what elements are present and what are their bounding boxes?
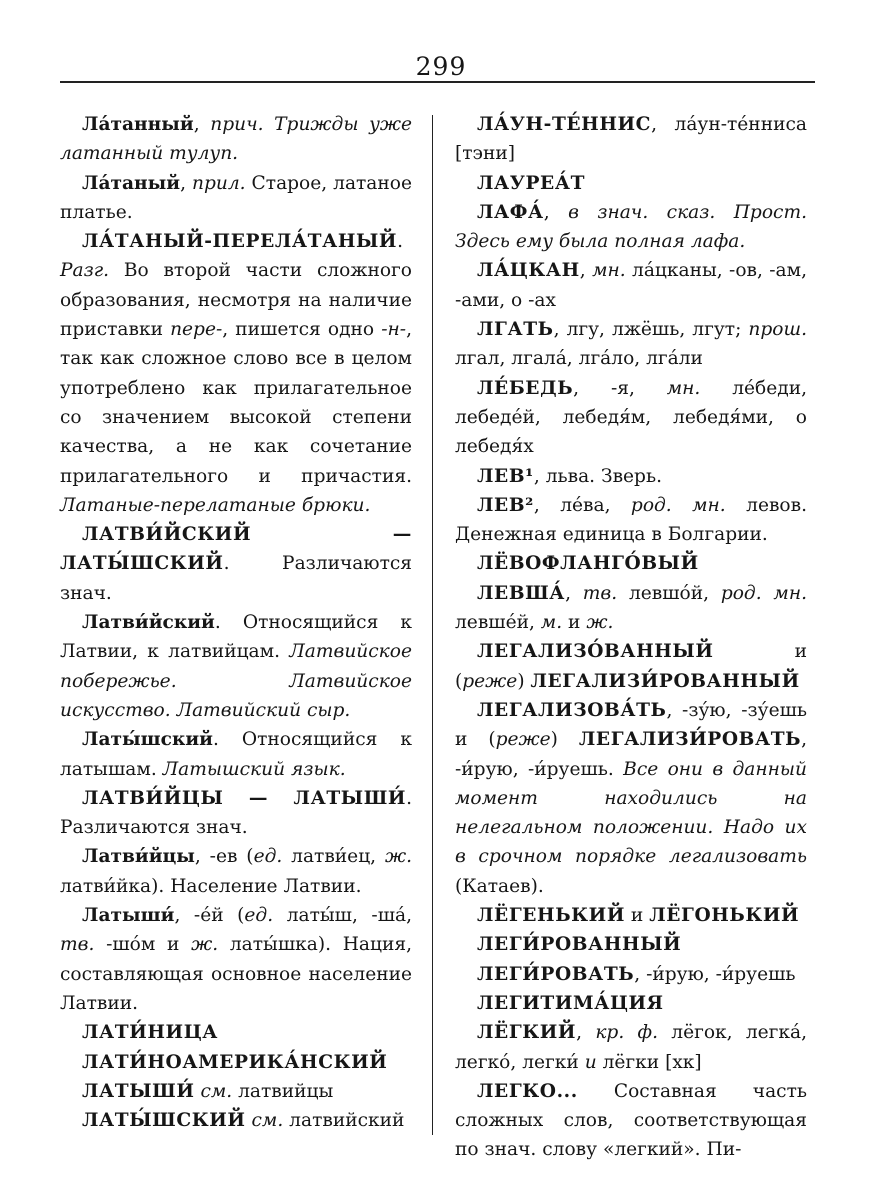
dictionary-entry	[60, 169, 412, 228]
headword: ЛАФА́	[477, 201, 544, 223]
entry-text: Составная часть сложных слов, соответствующая по знач. слову «легкий». Пи-	[455, 1080, 807, 1161]
headword: ЛАТИ́НОАМЕРИКА́НСКИЙ	[82, 1051, 388, 1073]
italic-text: ж.	[384, 846, 412, 868]
dictionary-entry	[455, 198, 807, 257]
italic-text: пере-	[170, 319, 223, 341]
page-number: 299	[415, 52, 467, 81]
italic-text: Все они в данный момент находились на нелегальном положении. Надо их в срочном порядке легализовать	[455, 758, 807, 868]
dictionary-entry	[60, 784, 412, 843]
dictionary-entry	[60, 725, 412, 784]
headword: ЛА́ЦКАН	[477, 260, 580, 282]
italic-text: ед.	[244, 905, 274, 927]
headword: ЛАТВИ́ЙСКИЙ — ЛАТЫ́ШСКИЙ	[60, 524, 412, 575]
italic-text: род. мн.	[720, 582, 807, 604]
column-divider	[432, 115, 433, 1135]
dictionary-entry	[455, 579, 807, 638]
entry-text: ,	[565, 582, 583, 604]
headword: Латыши́	[82, 905, 175, 927]
italic-text: Латышский язык.	[162, 758, 346, 780]
dictionary-entry	[455, 1018, 807, 1077]
dictionary-entry	[455, 637, 807, 696]
entry-text: и (	[455, 641, 807, 692]
dictionary-entry	[60, 1106, 412, 1135]
headword: ЛАТЫ́ШСКИЙ	[82, 1110, 246, 1132]
dictionary-entry	[455, 462, 807, 491]
entry-text: ,	[180, 172, 192, 194]
entry-text: ,	[576, 1022, 596, 1044]
headword: Латви́йский	[82, 612, 215, 634]
dictionary-entry	[455, 989, 807, 1018]
entry-text: , -и́рую, -и́руешь.	[455, 729, 807, 780]
entry-text: , ла́ун-те́нниса [тэни]	[455, 114, 807, 165]
headword: ЛАТЫШИ́	[82, 1080, 195, 1102]
headword: Латви́йцы	[82, 846, 195, 868]
entry-text: ле́беди, лебеде́й, лебедя́м, лебедя́ми, о лебедя́х	[455, 377, 807, 458]
entry-text: латы́ш, -ша́,	[273, 905, 412, 927]
headword: ЛЕГИ́РОВАТЬ	[477, 963, 635, 985]
entry-text: , -зу́ю, -зу́ешь и (	[455, 699, 807, 751]
headword: ЛА́УН-ТЕ́ННИС	[477, 114, 652, 135]
headword: ЛЕГКО...	[477, 1080, 578, 1102]
header-rule	[60, 81, 815, 83]
italic-text: -н-	[381, 319, 407, 341]
entry-text: . Различаются знач.	[60, 553, 412, 604]
dictionary-entry	[455, 256, 807, 315]
headword: ЛЕ́БЕДЬ	[477, 377, 574, 399]
dictionary-entry	[455, 549, 807, 578]
dictionary-entry	[455, 930, 807, 959]
dictionary-entry	[455, 696, 807, 901]
headword: ЛЕВША́	[477, 582, 566, 604]
italic-text: м.	[540, 612, 563, 634]
dictionary-entry	[455, 374, 807, 462]
dictionary-entry	[455, 110, 807, 169]
headword: ЛЕГАЛИЗИ́РОВАННЫЙ	[530, 670, 800, 692]
italic-text: реже	[462, 670, 518, 692]
headword: ЛЕГАЛИЗИ́РОВАТЬ	[578, 729, 802, 751]
dictionary-entry	[60, 1077, 412, 1106]
entry-text: ,	[543, 201, 569, 223]
headword: ЛА́ТАНЫЙ-ПЕРЕЛА́ТАНЫЙ	[82, 231, 398, 253]
headword: ЛЕГИТИМА́ЦИЯ	[477, 992, 664, 1014]
headword: ЛЕВ²	[477, 494, 534, 516]
entry-text: . Различаются знач.	[60, 787, 412, 839]
italic-text: прил.	[191, 172, 246, 194]
entry-text: латви́йка). Население Латвии.	[60, 875, 362, 897]
entry-text: латви́ец,	[282, 846, 385, 868]
italic-text: ж.	[191, 934, 219, 956]
entry-text: и	[625, 905, 650, 927]
entry-text: , льва. Зверь.	[533, 465, 662, 487]
headword: ЛЁГКИЙ	[477, 1022, 577, 1044]
entry-text: лгал, лгала́, лга́ло, лга́ли	[455, 348, 703, 370]
entry-text: , -ев (	[194, 846, 254, 868]
entry-text: )	[550, 729, 579, 751]
entry-text: латвийский	[283, 1110, 405, 1132]
headword: ЛЕГАЛИЗО́ВАННЫЙ	[477, 641, 714, 663]
dictionary-entry	[60, 608, 412, 725]
dictionary-entry	[60, 227, 412, 520]
entry-text: , так как сложное слово все в целом употреблено как прилагательное со значением высокой степени качества, а не как сочетание прилагательного и причастия.	[60, 319, 412, 487]
entry-text: ла́цканы, -ов, -ам, -ами, о -ах	[455, 260, 807, 311]
headword: ЛЕВ¹	[477, 465, 534, 487]
entry-text: , -е́й (	[174, 905, 245, 927]
headword: ЛЕГИ́РОВАННЫЙ	[477, 934, 682, 956]
dictionary-entry	[60, 1018, 412, 1047]
headword: ЛАУРЕА́Т	[477, 172, 586, 194]
headword: ЛАТИ́НИЦА	[82, 1022, 219, 1044]
dictionary-entry	[455, 901, 807, 930]
entry-text: латы́шка). Нация, составляющая основное население Латвии.	[60, 934, 412, 1014]
right-column	[455, 110, 807, 1165]
italic-text: мн.	[666, 377, 701, 399]
entry-text: . Относящийся к Латвии, к латвийцам.	[60, 612, 412, 663]
italic-text: род. мн.	[630, 494, 726, 516]
entry-text: левше́й,	[455, 612, 541, 634]
headword: ЛЁВОФЛАНГО́ВЫЙ	[477, 553, 699, 575]
italic-text: тв.	[60, 934, 95, 956]
italic-text: прош.	[748, 319, 807, 341]
italic-text: в знач. сказ. Прост. Здесь ему была полная лафа.	[455, 201, 807, 253]
entry-text: -шо́м и	[94, 934, 192, 956]
headword: Латы́шский	[82, 729, 213, 751]
entry-text: левов. Денежная единица в Болгарии.	[455, 494, 807, 546]
italic-text: прич. Трижды уже латанный тулуп.	[60, 114, 412, 165]
headword: Ла́танный	[82, 114, 194, 135]
entry-text: левшо́й,	[617, 582, 721, 604]
italic-text: см.	[200, 1080, 233, 1102]
entry-text: )	[517, 670, 531, 692]
italic-text: мн.	[592, 260, 626, 282]
headword: ЛЁГЕНЬКИЙ	[477, 905, 625, 927]
dictionary-entry	[455, 1077, 807, 1165]
italic-text: кр. ф.	[595, 1022, 658, 1044]
entry-text: лёгки [хк]	[596, 1051, 702, 1073]
headword: Ла́таный	[82, 172, 181, 194]
dictionary-entry	[60, 1048, 412, 1077]
entry-text: Старое, латаное платье.	[60, 172, 412, 223]
dictionary-entry	[60, 901, 412, 1018]
entry-text: (Катаев).	[455, 875, 544, 897]
italic-text: Разг.	[60, 260, 110, 282]
italic-text: ж.	[586, 612, 614, 634]
entry-text: Во второй части сложного образования, несмотря на наличие приставки	[60, 260, 412, 341]
headword: ЛАТВИ́ЙЦЫ — ЛАТЫШИ́	[82, 787, 407, 809]
italic-text: см.	[251, 1110, 284, 1132]
headword: ЛГАТЬ	[477, 319, 554, 341]
dictionary-entry	[60, 110, 412, 169]
entry-text: ,	[579, 260, 593, 282]
dictionary-entry	[455, 315, 807, 374]
entry-text: , лгу, лжёшь, лгут;	[553, 319, 749, 341]
italic-text: тв.	[582, 582, 618, 604]
italic-text: Латаные-перелатаные брюки.	[60, 494, 371, 516]
entry-text: ,	[193, 114, 211, 135]
entry-text: . Относящийся к латышам.	[60, 729, 412, 780]
headword: ЛЁГОНЬКИЙ	[649, 905, 800, 927]
dictionary-entry	[60, 842, 412, 901]
entry-text: .	[397, 231, 404, 253]
dictionary-entry	[455, 960, 807, 989]
italic-text: Латвийское побережье. Латвийское искусство. Латвийский сыр.	[60, 641, 412, 721]
italic-text: реже	[495, 729, 551, 751]
dictionary-entry	[455, 491, 807, 550]
entry-text: , пишется одно	[222, 319, 382, 341]
entry-text: , ле́ва,	[533, 494, 631, 516]
dictionary-entry	[455, 169, 807, 198]
entry-text: латвийцы	[232, 1080, 334, 1102]
italic-text: и	[584, 1051, 597, 1073]
entry-text: , -я,	[573, 377, 667, 399]
entry-text: и	[562, 612, 587, 634]
dictionary-entry	[60, 520, 412, 608]
italic-text: ед.	[253, 846, 283, 868]
entry-text: , -и́рую, -и́руешь	[634, 963, 796, 985]
left-column	[60, 110, 412, 1135]
headword: ЛЕГАЛИЗОВА́ТЬ	[477, 699, 667, 721]
entry-text: лёгок, легка́, легко́, легки́	[455, 1022, 808, 1073]
